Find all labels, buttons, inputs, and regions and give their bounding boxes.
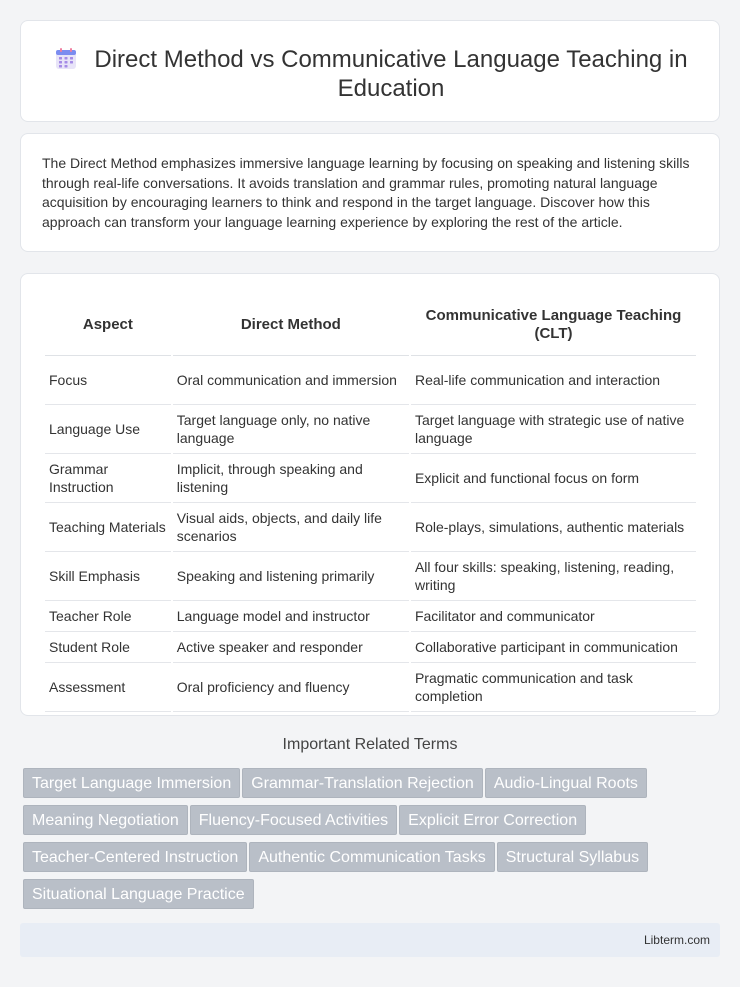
intro-card	[20, 133, 720, 252]
related-term-tag[interactable]: Fluency-Focused Activities	[190, 805, 397, 835]
related-terms-heading: Important Related Terms	[282, 736, 458, 753]
related-term-tag[interactable]: Explicit Error Correction	[399, 805, 586, 835]
related-term-tag[interactable]: Situational Language Practice	[23, 879, 254, 909]
related-terms-list	[23, 768, 713, 916]
comparison-table-card	[20, 273, 720, 716]
row-direct-method: Target language only, no native language	[173, 405, 409, 454]
table-row	[45, 552, 696, 601]
related-term-tag[interactable]: Structural Syllabus	[497, 842, 648, 872]
row-aspect: Language Use	[45, 405, 171, 454]
row-direct-method: Oral communication and immersion	[173, 356, 409, 405]
row-clt: Explicit and functional focus on form	[411, 454, 696, 503]
row-direct-method: Language model and instructor	[173, 601, 409, 632]
calendar-icon	[54, 47, 78, 71]
row-clt: Collaborative participant in communication	[411, 632, 696, 663]
row-direct-method: Visual aids, objects, and daily life scenarios	[173, 503, 409, 552]
table-row	[45, 663, 696, 712]
row-clt: Real-life communication and interaction	[411, 356, 696, 405]
table-row	[45, 405, 696, 454]
row-aspect: Skill Emphasis	[45, 552, 171, 601]
table-row	[45, 503, 696, 552]
table-header-row	[45, 294, 696, 356]
related-term-tag[interactable]: Meaning Negotiation	[23, 805, 188, 835]
row-clt: Role-plays, simulations, authentic materials	[411, 503, 696, 552]
comparison-table	[43, 294, 698, 712]
header-aspect: Aspect	[45, 294, 171, 356]
row-direct-method: Speaking and listening primarily	[173, 552, 409, 601]
intro-paragraph: The Direct Method emphasizes immersive language learning by focusing on speaking and listening skills through real-life conversations. It avoids translation and grammar rules, promoting natural language acquisition by encouraging learners to think and respond in the target language. Discover how this approach can transform your language learning experience by exploring the rest of the article.	[42, 155, 690, 230]
row-aspect: Teaching Materials	[45, 503, 171, 552]
table-row	[45, 356, 696, 405]
related-term-tag[interactable]: Target Language Immersion	[23, 768, 240, 798]
row-direct-method: Active speaker and responder	[173, 632, 409, 663]
row-aspect: Teacher Role	[45, 601, 171, 632]
page-title: Direct Method vs Communicative Language Teaching in Education	[94, 46, 688, 102]
table-row	[45, 601, 696, 632]
table-row	[45, 454, 696, 503]
row-aspect: Grammar Instruction	[45, 454, 171, 503]
row-direct-method: Implicit, through speaking and listening	[173, 454, 409, 503]
row-aspect: Student Role	[45, 632, 171, 663]
related-term-tag[interactable]: Teacher-Centered Instruction	[23, 842, 247, 872]
row-clt: Target language with strategic use of native language	[411, 405, 696, 454]
row-clt: All four skills: speaking, listening, reading, writing	[411, 552, 696, 601]
related-term-tag[interactable]: Grammar-Translation Rejection	[242, 768, 483, 798]
row-clt: Pragmatic communication and task completion	[411, 663, 696, 712]
footer	[20, 923, 720, 957]
title-card	[20, 20, 720, 122]
row-direct-method: Oral proficiency and fluency	[173, 663, 409, 712]
header-clt: Communicative Language Teaching (CLT)	[411, 294, 696, 356]
row-clt: Facilitator and communicator	[411, 601, 696, 632]
footer-site-link[interactable]: Libterm.com	[643, 933, 710, 947]
header-direct-method: Direct Method	[173, 294, 409, 356]
row-aspect: Focus	[45, 356, 171, 405]
row-aspect: Assessment	[45, 663, 171, 712]
related-term-tag[interactable]: Authentic Communication Tasks	[249, 842, 494, 872]
related-term-tag[interactable]: Audio-Lingual Roots	[485, 768, 647, 798]
table-row	[45, 632, 696, 663]
